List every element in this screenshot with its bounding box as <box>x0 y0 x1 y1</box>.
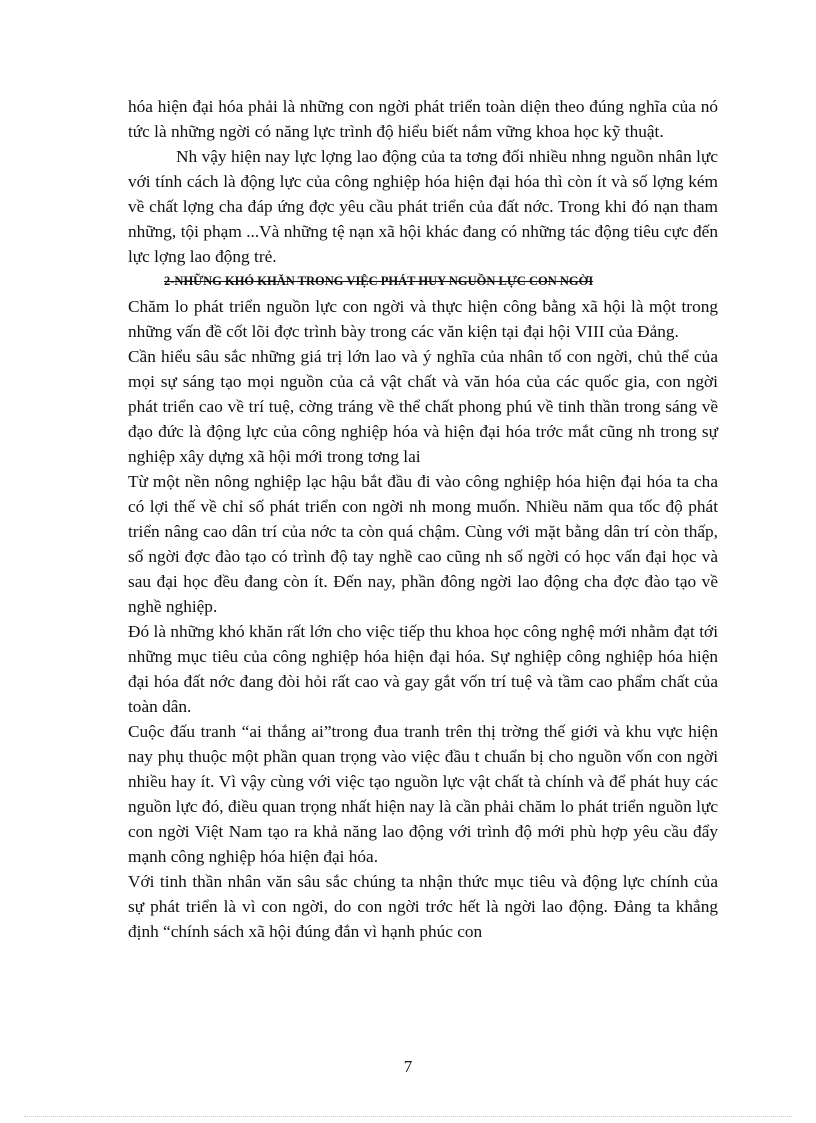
paragraph: Cuộc đấu tranh “ai thắng ai”trong đua tranh trên thị trờng thế giới và khu vực hiện nay phụ thuộc một phần quan trọng vào việc đầu t chuẩn bị cho nguồn vốn con ngời nhiều hay ít. Vì vậy cùng với việc tạo nguồn lực vật chất tà chính và để phát huy các nguồn lực đó, điều quan trọng nhất hiện nay là cần phải chăm lo phát triển nguồn lực con ngời Việt Nam tạo ra khả năng lao động với trình độ mới phù hợp yêu cầu đẩy mạnh công nghiệp hóa hiện đại hóa. <box>128 722 718 866</box>
paragraph: Chăm lo phát triển nguồn lực con ngời và thực hiện công bằng xã hội là một trong những vấn đề cốt lõi đợc trình bày trong các văn kiện tại đại hội VIII của Đảng. <box>128 297 718 341</box>
page-bottom-divider <box>24 1116 792 1117</box>
paragraph: Đó là những khó khăn rất lớn cho việc tiếp thu khoa học công nghệ mới nhằm đạt tới những mục tiêu của công nghiệp hóa hiện đại hóa. Sự nghiệp công nghiệp hóa hiện đại hóa đất nớc đang đòi hỏi rất cao và gay gắt vốn trí tuệ và tầm cao phẩm chất của toàn dân. <box>128 622 718 716</box>
document-body <box>128 94 718 944</box>
page-number: 7 <box>403 1057 413 1076</box>
paragraph: Từ một nền nông nghiệp lạc hậu bắt đầu đi vào công nghiệp hóa hiện đại hóa ta cha có lợi thế về chỉ số phát triển con ngời nh mong muốn. Nhiều năm qua tốc độ phát triển nâng cao dân trí của nớc ta còn quá chậm. Cùng với mặt bằng dân trí còn thấp, số ngời đợc đào tạo có trình độ tay nghề cao cũng nh số ngời có học vấn đại học và sau đại học đều đang còn ít. Đến nay, phần đông ngời lao động cha đợc đào tạo về nghề nghiệp. <box>128 472 718 616</box>
paragraph: Nh vậy hiện nay lực lợng lao động của ta tơng đối nhiều nhng nguồn nhân lực với tính cách là động lực của công nghiệp hóa hiện đại hóa thì còn ít và số lợng kém về chất lợng cha đáp ứng đợc yêu cầu phát triển của đất nớc. Trong khi đó nạn tham những, tội phạm ...Và những tệ nạn xã hội khác đang có những tác động tiêu cực đến lực lợng lao động trẻ. <box>128 147 718 266</box>
section-heading: 2-NHỮNG KHÓ KHĂN TRONG VIỆC PHÁT HUY NGUỒN LỰC CON NGỜI <box>164 274 594 288</box>
paragraph: Cần hiểu sâu sắc những giá trị lớn lao và ý nghĩa của nhân tố con ngời, chủ thể của mọi sự sáng tạo mọi nguồn của cả vật chất và văn hóa của các quốc gia, con ngời phát triển cao về trí tuệ, cờng tráng về thể chất phong phú về tinh thần trong sáng về đạo đức là động lực của công nghiệp hóa và hiện đại hóa trớc mắt cũng nh trong sự nghiệp xây dựng xã hội mới trong tơng lai <box>128 347 718 466</box>
paragraph: Với tinh thần nhân văn sâu sắc chúng ta nhận thức mục tiêu và động lực chính của sự phát triển là vì con ngời, do con ngời trớc hết là ngời lao động. Đảng ta khẳng định “chính sách xã hội đúng đắn vì hạnh phúc con <box>128 872 718 941</box>
paragraph: hóa hiện đại hóa phải là những con ngời phát triển toàn diện theo đúng nghĩa của nó tức là những ngời có năng lực trình độ hiểu biết nắm vững khoa học kỹ thuật. <box>128 97 718 141</box>
